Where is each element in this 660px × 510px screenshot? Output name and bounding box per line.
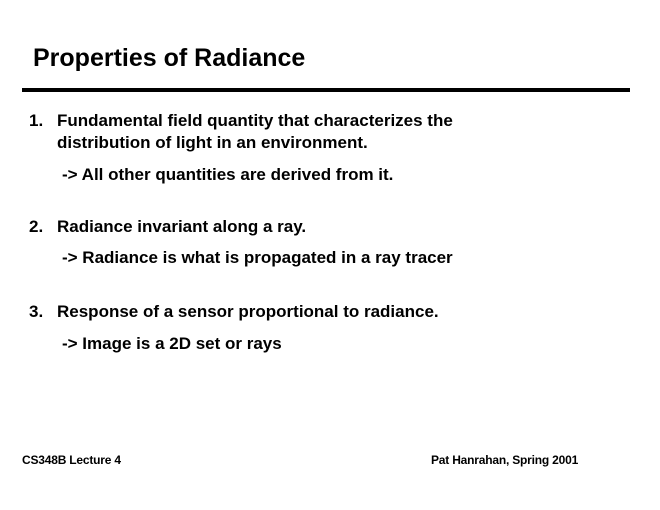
item-1-text-line-1: Fundamental field quantity that characterizes the — [57, 111, 453, 130]
item-1-text — [57, 110, 453, 154]
numbered-item-3 — [29, 301, 439, 323]
slide-title: Properties of Radiance — [33, 44, 306, 72]
title-divider — [22, 88, 630, 92]
item-3-text — [57, 301, 439, 323]
item-3-number: 3. — [29, 302, 44, 321]
item-3-text-line-1: Response of a sensor proportional to radiance. — [57, 302, 439, 321]
arrow-note-1: -> All other quantities are derived from it. — [62, 165, 394, 184]
numbered-item-1 — [29, 110, 453, 154]
footer-author-label: Pat Hanrahan, Spring 2001 — [431, 453, 579, 467]
item-2-text — [57, 216, 306, 238]
arrow-note-3: -> Image is a 2D set or rays — [62, 334, 282, 353]
numbered-item-2 — [29, 216, 306, 238]
item-1-number: 1. — [29, 111, 44, 130]
item-1-text-line-2: distribution of light in an environment. — [57, 133, 368, 152]
item-2-text-line-1: Radiance invariant along a ray. — [57, 217, 307, 236]
footer-course-label: CS348B Lecture 4 — [22, 453, 121, 467]
arrow-note-2: -> Radiance is what is propagated in a ray tracer — [62, 248, 453, 267]
item-2-number: 2. — [29, 217, 44, 236]
